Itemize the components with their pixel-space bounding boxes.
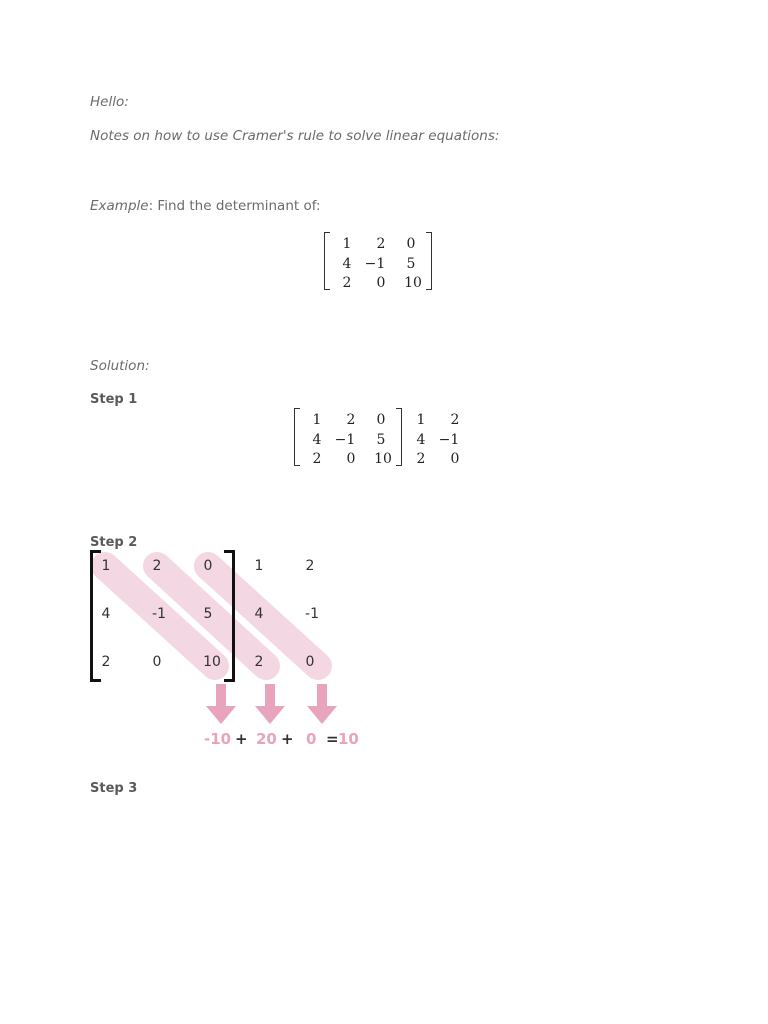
matrix-cell: 5	[376, 432, 386, 448]
equals-sign: =	[326, 730, 339, 748]
matrix-cell: 1	[101, 558, 111, 574]
matrix-cell: 0	[346, 451, 356, 464]
matrix-cell: 0	[376, 412, 386, 428]
step3-label: Step 3	[90, 781, 138, 796]
matrix-cell: 0	[376, 275, 386, 288]
plus-sign: +	[281, 730, 294, 748]
matrix-cell: 1	[312, 412, 322, 428]
matrix-cell: 1	[342, 236, 352, 252]
augment-cell: 1	[416, 412, 426, 428]
augment-cell: −1	[438, 432, 460, 448]
product-term: 20	[256, 730, 277, 748]
product-term: -10	[204, 730, 232, 748]
matrix-cell: −1	[364, 256, 386, 272]
matrix-cell: 4	[101, 606, 111, 622]
matrix-cell: 10	[203, 654, 221, 670]
augment-cell: 0	[450, 451, 460, 464]
matrix-cell: 0	[203, 558, 213, 574]
solution-label: Solution:	[90, 358, 150, 374]
augment-cell: 2	[305, 558, 315, 574]
augment-cell: 2	[254, 654, 264, 670]
sum-result: 10	[338, 730, 359, 748]
example-text: : Find the determinant of:	[148, 198, 321, 214]
greeting: Hello:	[90, 94, 129, 110]
matrix-cell: 4	[312, 432, 322, 448]
matrix-cell: 2	[312, 451, 322, 464]
augment-cell: 0	[305, 654, 315, 670]
matrix-cell: -1	[152, 606, 166, 622]
down-arrow-icon	[255, 684, 285, 724]
matrix-cell: −1	[334, 432, 356, 448]
matrix-cell: 2	[376, 236, 386, 252]
matrix-cell: 0	[152, 654, 162, 670]
augment-cell: 1	[254, 558, 264, 574]
down-arrow-icon	[307, 684, 337, 724]
intro-text: Notes on how to use Cramer's rule to solve linear equations:	[90, 128, 500, 144]
augment-cell: 4	[254, 606, 264, 622]
matrix-cell: 2	[152, 558, 162, 574]
matrix-cell: 2	[346, 412, 356, 428]
down-arrow-icon	[206, 684, 236, 724]
down-arrows	[206, 684, 337, 724]
matrix-cell: 5	[406, 256, 416, 272]
product-term: 0	[306, 730, 317, 748]
plus-sign: +	[235, 730, 248, 748]
matrix-cell: 10	[374, 451, 392, 464]
augment-cell: 2	[450, 412, 460, 428]
step2-label: Step 2	[90, 535, 138, 550]
matrix-cell: 0	[406, 236, 416, 252]
augment-cell: 4	[416, 432, 426, 448]
step1-label: Step 1	[90, 392, 138, 407]
example-label: Example	[90, 198, 149, 214]
matrix-cell: 4	[342, 256, 352, 272]
matrix-cell: 2	[342, 275, 352, 288]
matrix-cell: 5	[203, 606, 213, 622]
augment-cell: -1	[305, 606, 319, 622]
matrix-cell: 10	[404, 275, 422, 288]
augment-cell: 2	[416, 451, 426, 464]
matrix-cell: 2	[101, 654, 111, 670]
